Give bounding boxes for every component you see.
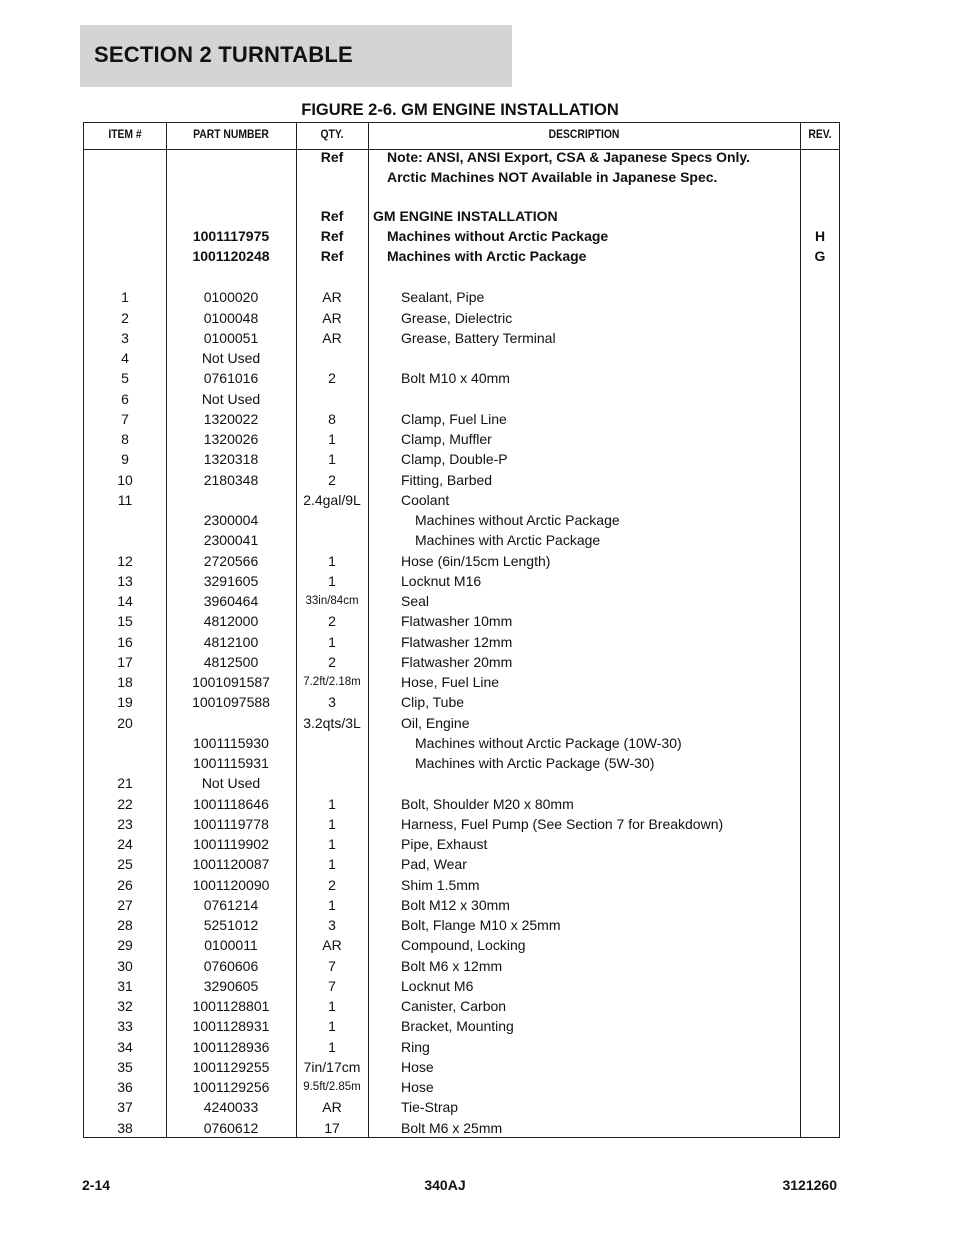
description-cell: Arctic Machines NOT Available in Japanese Spec. — [387, 169, 718, 186]
part-number-cell: 1001119778 — [193, 815, 269, 832]
header-qty: QTY. — [320, 129, 344, 141]
part-number-cell: 1001117975 — [192, 227, 270, 244]
item-cell: 38 — [117, 1119, 133, 1136]
table-row — [84, 308, 839, 328]
qty-cell: 9.5ft/2.85m — [303, 1081, 361, 1093]
part-number-cell: 2180348 — [203, 471, 259, 488]
table-row — [84, 591, 839, 611]
part-number-cell: 1001128931 — [192, 1018, 270, 1035]
description-cell: Seal — [401, 593, 430, 609]
table-row — [84, 753, 839, 773]
table-row — [84, 206, 839, 226]
description-cell: Hose (6in/15cm Length) — [401, 552, 551, 569]
qty-cell: 1 — [328, 836, 336, 852]
table-row — [84, 773, 839, 793]
table-row — [84, 895, 839, 915]
table-row — [84, 226, 839, 246]
table-row — [84, 429, 839, 449]
description-cell: Clamp, Double-P — [401, 451, 508, 468]
description-cell: Bolt, Shoulder M20 x 80mm — [401, 795, 574, 812]
table-row — [84, 814, 839, 834]
table-row — [84, 713, 839, 733]
item-cell: 18 — [117, 674, 133, 690]
rev-cell: H — [814, 227, 826, 244]
table-row — [84, 1016, 839, 1036]
part-number-cell: 0760606 — [203, 957, 259, 974]
table-row — [84, 733, 839, 753]
description-cell: Sealant, Pipe — [401, 289, 485, 306]
table-row — [84, 530, 839, 550]
part-number-cell: 1001115930 — [193, 734, 269, 751]
part-number-cell: 4240033 — [203, 1099, 259, 1116]
qty-cell: 2 — [328, 370, 336, 387]
footer-model: 340AJ — [424, 1177, 466, 1193]
part-number-cell: 0100051 — [203, 329, 259, 346]
description-cell: Grease, Dielectric — [401, 309, 513, 326]
qty-cell: AR — [322, 309, 342, 326]
item-cell: 3 — [121, 329, 129, 346]
qty-cell: 33in/84cm — [305, 595, 359, 607]
part-number-cell: 2300041 — [203, 532, 259, 549]
description-cell: Machines without Arctic Package — [415, 512, 620, 528]
description-cell: Machines with Arctic Package (5W-30) — [415, 755, 655, 771]
header-part-number: PART NUMBER — [193, 129, 269, 141]
part-number-cell: 1001118646 — [193, 795, 269, 812]
part-number-cell: 0100048 — [203, 309, 259, 326]
table-row — [84, 672, 839, 692]
qty-cell: 3 — [328, 694, 336, 711]
part-number-cell: 1001120090 — [192, 876, 270, 893]
table-row — [84, 368, 839, 388]
table-row — [84, 147, 839, 167]
qty-cell: 2.4gal/9L — [303, 491, 361, 508]
description-cell: Shim 1.5mm — [401, 876, 480, 893]
table-row — [84, 287, 839, 307]
item-cell: 30 — [117, 957, 133, 974]
table-row — [84, 996, 839, 1016]
description-cell: GM ENGINE INSTALLATION — [373, 207, 558, 224]
part-number-cell: 1001097588 — [192, 694, 270, 711]
description-cell: Bolt, Flange M10 x 25mm — [401, 917, 561, 933]
part-number-cell: 1320318 — [203, 451, 259, 468]
header-item: ITEM # — [108, 129, 142, 141]
item-cell: 1 — [121, 289, 129, 306]
qty-cell: 1 — [328, 1038, 336, 1055]
qty-cell: AR — [322, 937, 342, 954]
table-row — [84, 470, 839, 490]
part-number-cell: 0761214 — [203, 896, 259, 913]
part-number-cell: 1320022 — [203, 410, 259, 427]
item-cell: 31 — [117, 977, 133, 994]
part-number-cell: 1001119902 — [193, 836, 269, 852]
description-cell: Machines without Arctic Package — [387, 227, 609, 244]
description-cell: Machines with Arctic Package — [415, 532, 601, 549]
qty-cell: 2 — [328, 876, 336, 893]
table-row — [84, 794, 839, 814]
item-cell: 15 — [117, 613, 133, 630]
table-row — [84, 348, 839, 368]
part-number-cell: 1320026 — [203, 431, 259, 447]
table-row — [84, 956, 839, 976]
qty-cell: 1 — [328, 815, 336, 832]
item-cell: 27 — [117, 896, 133, 913]
part-number-cell: 0761016 — [203, 370, 259, 387]
table-row — [84, 1057, 839, 1077]
qty-cell: 1 — [328, 431, 336, 447]
qty-cell: 1 — [328, 896, 336, 913]
part-number-cell: 0100011 — [204, 937, 258, 954]
part-number-cell: Not Used — [201, 775, 261, 792]
qty-cell: 7 — [328, 957, 336, 974]
qty-cell: 7.2ft/2.18m — [303, 676, 361, 688]
table-row — [84, 1097, 839, 1117]
qty-cell: 8 — [328, 410, 336, 427]
description-cell: Bolt M6 x 12mm — [401, 957, 503, 974]
item-cell: 36 — [117, 1079, 133, 1095]
table-row — [84, 652, 839, 672]
item-cell: 13 — [117, 572, 133, 589]
table-row — [84, 551, 839, 571]
description-cell: Locknut M16 — [401, 572, 482, 589]
header-description: DESCRIPTION — [548, 129, 620, 141]
footer-doc-number: 3121260 — [782, 1177, 837, 1193]
description-cell: Flatwasher 10mm — [401, 613, 513, 630]
item-cell: 9 — [121, 451, 129, 468]
description-cell: Clip, Tube — [401, 694, 465, 711]
table-row — [84, 632, 839, 652]
description-cell: Bolt M6 x 25mm — [401, 1119, 503, 1136]
item-cell: 12 — [117, 552, 133, 569]
table-row — [84, 389, 839, 409]
table-row — [84, 490, 839, 510]
item-cell: 28 — [117, 917, 133, 933]
table-row — [84, 571, 839, 591]
item-cell: 22 — [117, 795, 133, 812]
table-row — [84, 167, 839, 187]
part-number-cell: 1001128801 — [192, 998, 270, 1014]
qty-cell: 17 — [324, 1119, 340, 1136]
qty-cell: 1 — [328, 451, 336, 468]
part-number-cell: 1001128936 — [192, 1038, 270, 1055]
description-cell: Oil, Engine — [401, 714, 470, 731]
qty-cell: 1 — [328, 795, 336, 812]
footer-page-number: 2-14 — [82, 1177, 111, 1193]
item-cell: 34 — [117, 1038, 133, 1055]
qty-cell: Ref — [320, 248, 344, 264]
description-cell: Bracket, Mounting — [401, 1018, 514, 1035]
item-cell: 37 — [117, 1099, 133, 1116]
item-cell: 11 — [117, 491, 133, 508]
table-row — [84, 611, 839, 631]
header-rev: REV. — [808, 129, 832, 141]
qty-cell: 7in/17cm — [303, 1058, 361, 1075]
table-row — [84, 976, 839, 996]
qty-cell: 1 — [328, 633, 336, 650]
description-cell: Machines without Arctic Package (10W-30) — [415, 734, 682, 751]
qty-cell: 3 — [328, 917, 336, 933]
part-number-cell: Not Used — [201, 350, 261, 366]
item-cell: 33 — [117, 1018, 133, 1035]
item-cell: 24 — [117, 836, 133, 852]
part-number-cell: 1001115931 — [193, 755, 269, 771]
description-cell: Grease, Battery Terminal — [401, 329, 556, 346]
item-cell: 14 — [117, 593, 133, 609]
description-cell: Hose — [401, 1058, 434, 1075]
table-row — [84, 1077, 839, 1097]
table-row — [84, 915, 839, 935]
part-number-cell: 4812000 — [203, 613, 259, 630]
qty-cell: 2 — [328, 653, 336, 670]
item-cell: 6 — [121, 390, 129, 407]
qty-cell: 3.2qts/3L — [303, 714, 361, 731]
part-number-cell: 1001129255 — [192, 1058, 270, 1075]
item-cell: 5 — [121, 370, 129, 387]
qty-cell: 1 — [328, 1018, 336, 1035]
description-cell: Clamp, Fuel Line — [401, 410, 507, 427]
table-row — [84, 449, 839, 469]
table-row — [84, 692, 839, 712]
description-cell: Note: ANSI, ANSI Export, CSA & Japanese Specs Only. — [387, 149, 751, 165]
item-cell: 25 — [117, 856, 133, 873]
table-row — [84, 875, 839, 895]
description-cell: Flatwasher 20mm — [401, 653, 513, 670]
figure-title: FIGURE 2-6. GM ENGINE INSTALLATION — [301, 101, 619, 119]
item-cell: 26 — [117, 876, 133, 893]
item-cell: 32 — [117, 998, 133, 1014]
parts-table — [83, 122, 840, 1138]
item-cell: 19 — [117, 694, 133, 711]
table-row — [84, 834, 839, 854]
item-cell: 8 — [121, 431, 129, 447]
part-number-cell: 2720566 — [203, 552, 259, 569]
qty-cell: 1 — [328, 998, 336, 1014]
part-number-cell: 3960464 — [203, 593, 259, 609]
item-cell: 4 — [121, 350, 129, 366]
description-cell: Canister, Carbon — [401, 998, 507, 1014]
table-row — [84, 1037, 839, 1057]
rev-cell: G — [814, 248, 826, 264]
description-cell: Fitting, Barbed — [401, 471, 493, 488]
part-number-cell: 1001120087 — [192, 856, 270, 873]
part-number-cell: 4812100 — [203, 633, 259, 650]
qty-cell: 2 — [328, 613, 336, 630]
part-number-cell: 1001120248 — [192, 248, 270, 264]
part-number-cell: 2300004 — [203, 512, 259, 528]
description-cell: Bolt M10 x 40mm — [401, 370, 510, 387]
table-row — [84, 246, 839, 266]
item-cell: 7 — [121, 410, 129, 427]
qty-cell: 7 — [328, 977, 336, 994]
description-cell: Hose, Fuel Line — [401, 674, 500, 690]
description-cell: Hose — [401, 1079, 434, 1095]
section-header-band — [80, 25, 512, 87]
description-cell: Harness, Fuel Pump (See Section 7 for Breakdown) — [401, 815, 724, 832]
part-number-cell: 3290605 — [203, 977, 259, 994]
item-cell: 23 — [117, 815, 133, 832]
part-number-cell: 0760612 — [203, 1119, 259, 1136]
part-number-cell: 1001091587 — [192, 674, 270, 690]
qty-cell: Ref — [320, 149, 344, 165]
item-cell: 29 — [117, 937, 133, 954]
description-cell: Machines with Arctic Package — [387, 248, 587, 264]
table-row — [84, 1118, 839, 1138]
description-cell: Pad, Wear — [401, 856, 467, 873]
table-row — [84, 409, 839, 429]
item-cell: 10 — [117, 471, 133, 488]
part-number-cell: 0100020 — [203, 289, 259, 306]
description-cell: Clamp, Muffler — [401, 431, 492, 447]
part-number-cell: Not Used — [201, 390, 261, 407]
qty-cell: 1 — [328, 552, 336, 569]
part-number-cell: 3291605 — [203, 572, 259, 589]
section-title: SECTION 2 TURNTABLE — [94, 42, 353, 67]
item-cell: 20 — [117, 714, 133, 731]
part-number-cell: 1001129256 — [192, 1079, 270, 1095]
part-number-cell: 4812500 — [203, 653, 259, 670]
qty-cell: AR — [322, 289, 342, 306]
table-row — [84, 935, 839, 955]
description-cell: Locknut M6 — [401, 977, 474, 994]
qty-cell: AR — [322, 329, 342, 346]
qty-cell: 1 — [328, 856, 336, 873]
item-cell: 21 — [117, 775, 133, 792]
description-cell: Ring — [401, 1038, 430, 1055]
qty-cell: 1 — [328, 572, 336, 589]
item-cell: 16 — [117, 633, 133, 650]
table-row — [84, 510, 839, 530]
item-cell: 17 — [117, 653, 133, 670]
item-cell: 2 — [121, 309, 129, 326]
qty-cell: AR — [322, 1099, 342, 1116]
table-row — [84, 854, 839, 874]
qty-cell: 2 — [328, 471, 336, 488]
description-cell: Tie-Strap — [401, 1099, 459, 1116]
description-cell: Pipe, Exhaust — [401, 836, 488, 852]
qty-cell: Ref — [320, 207, 344, 224]
description-cell: Flatwasher 12mm — [401, 633, 513, 650]
part-number-cell: 5251012 — [203, 917, 259, 933]
table-row — [84, 328, 839, 348]
description-cell: Bolt M12 x 30mm — [401, 896, 510, 913]
qty-cell: Ref — [320, 227, 344, 244]
description-cell: Compound, Locking — [401, 937, 526, 954]
description-cell: Coolant — [401, 491, 450, 508]
item-cell: 35 — [117, 1058, 133, 1075]
